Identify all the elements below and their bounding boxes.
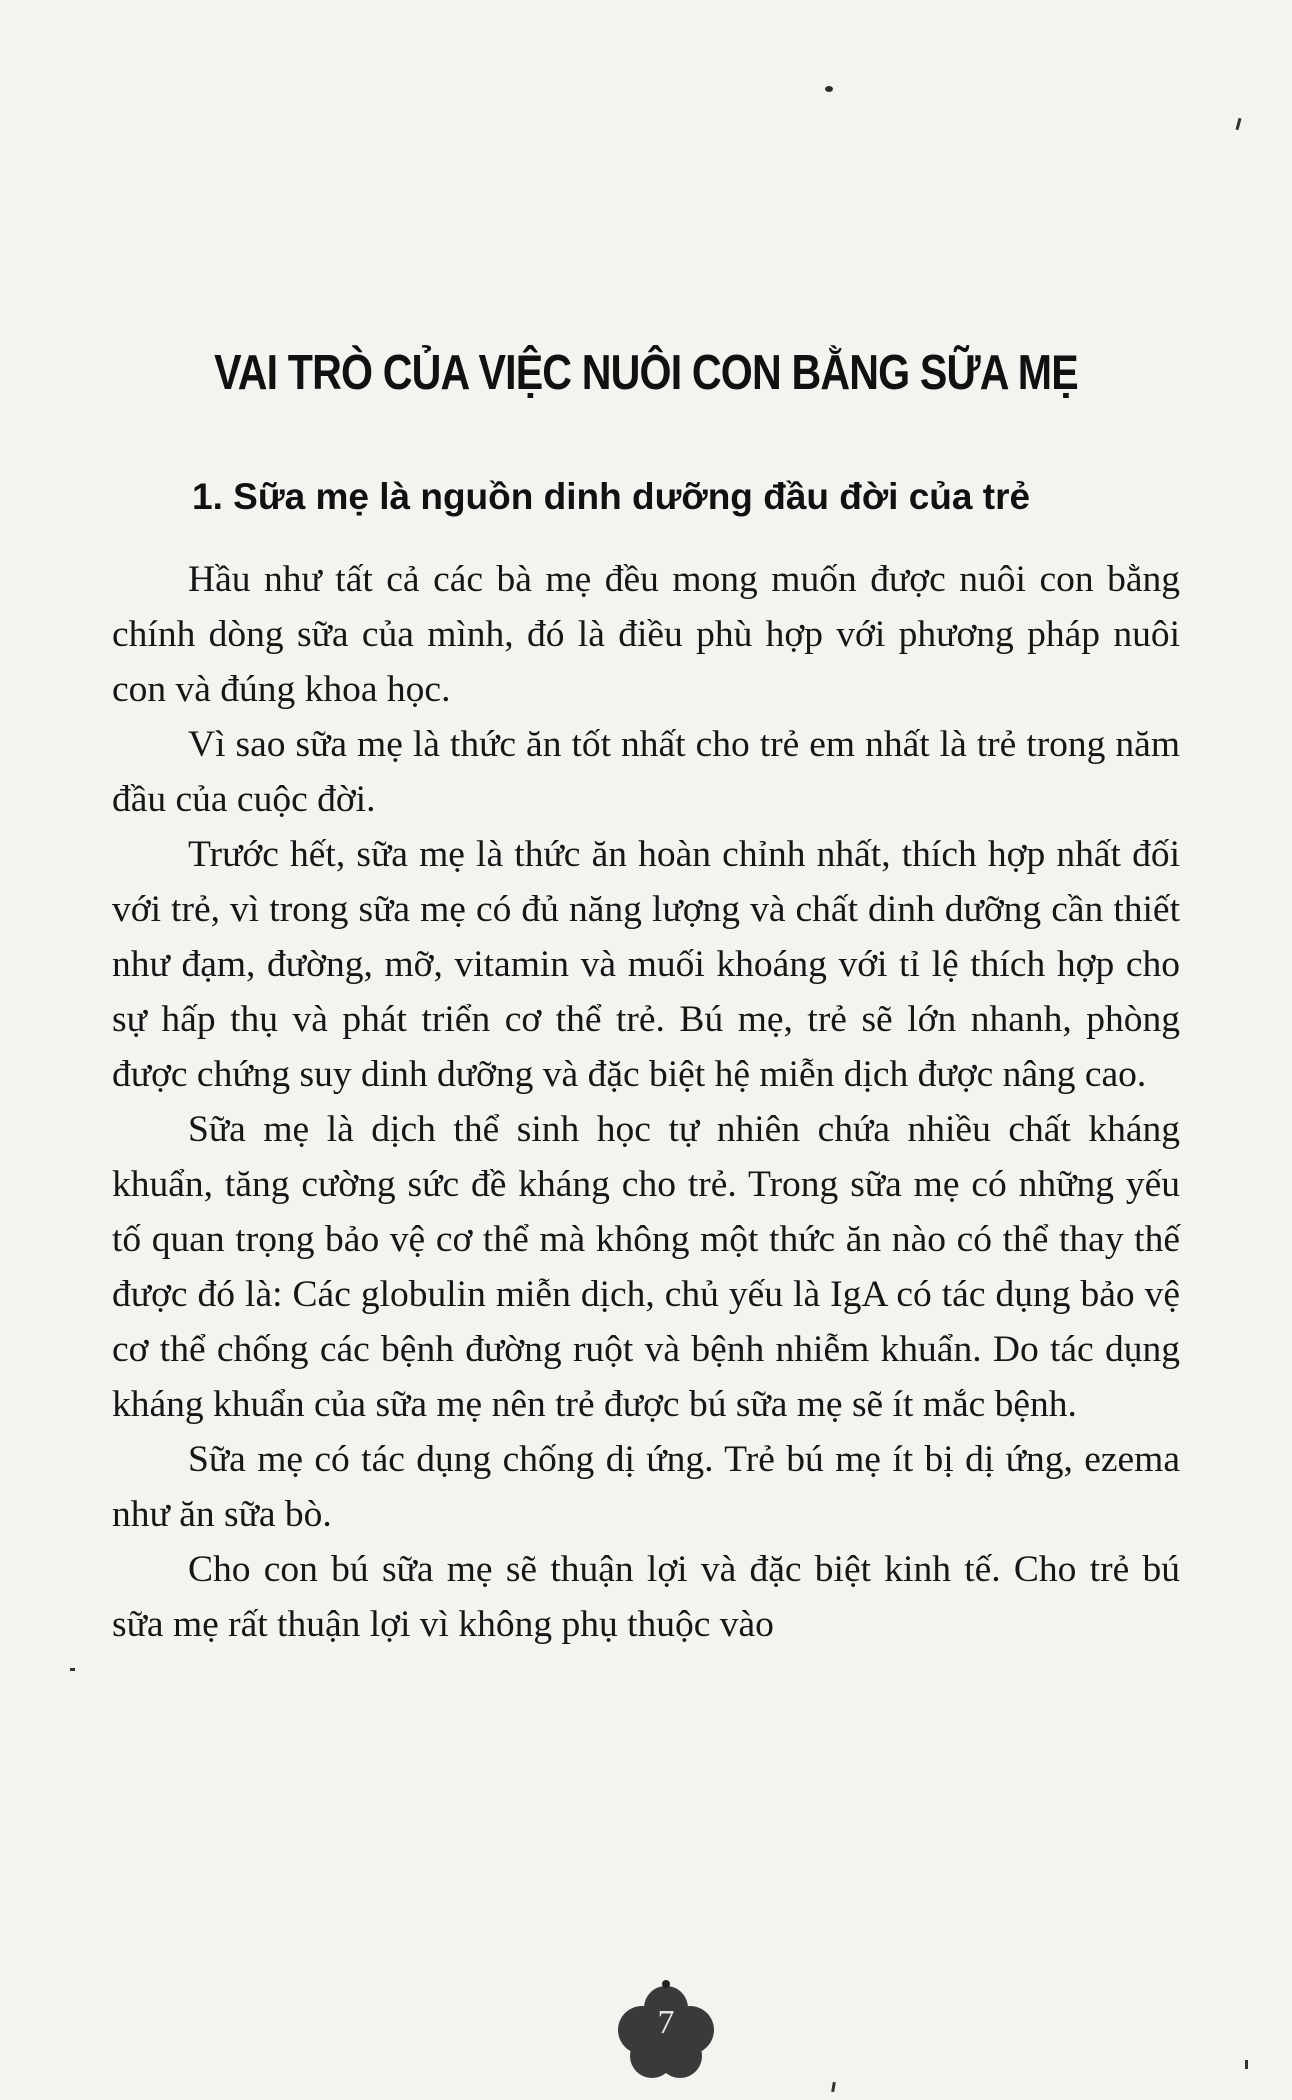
ink-speck [1245,2060,1248,2069]
chapter-title: VAI TRÒ CỦA VIỆC NUÔI CON BẰNG SỮA MẸ [214,346,1078,400]
ink-speck [70,1668,75,1671]
paragraph: Vì sao sữa mẹ là thức ăn tốt nhất cho trẻ em nhất là trẻ trong năm đầu của cuộc đời. [112,724,1180,820]
ink-speck [825,86,833,92]
paragraph: Cho con bú sữa mẹ sẽ thuận lợi và đặc biệt kinh tế. Cho trẻ bú sữa mẹ rất thuận lợi vì không phụ thuộc vào [112,1549,1180,1645]
ink-speck [1235,118,1241,130]
body-text [112,552,1180,1652]
paragraph: Sữa mẹ là dịch thể sinh học tự nhiên chứa nhiều chất kháng khuẩn, tăng cường sức đề kháng cho trẻ. Trong sữa mẹ có những yếu tố quan trọng bảo vệ cơ thể mà không một thức ăn nào có thể thay thế được đó là: Các globulin miễn dịch, chủ yếu là IgA có tác dụng bảo vệ cơ thể chống các bệnh đường ruột và bệnh nhiễm khuẩn. Do tác dụng kháng khuẩn của sữa mẹ nên trẻ được bú sữa mẹ sẽ ít mắc bệnh. [112,1109,1180,1425]
section-heading: 1. Sữa mẹ là nguồn dinh dưỡng đầu đời của trẻ [192,476,1031,517]
ink-speck [831,2082,836,2092]
page-number: 7 [657,2004,675,2041]
paragraph: Trước hết, sữa mẹ là thức ăn hoàn chỉnh nhất, thích hợp nhất đối với trẻ, vì trong sữa mẹ có đủ năng lượng và chất dinh dưỡng cần thiết như đạm, đường, mỡ, vitamin và muối khoáng với tỉ lệ thích hợp cho sự hấp thụ và phát triển cơ thể trẻ. Bú mẹ, trẻ sẽ lớn nhanh, phòng được chứng suy dinh dưỡng và đặc biệt hệ miễn dịch được nâng cao. [112,834,1180,1095]
paragraph: Hầu như tất cả các bà mẹ đều mong muốn được nuôi con bằng chính dòng sữa của mình, đó là điều phù hợp với phương pháp nuôi con và đúng khoa học. [112,559,1180,710]
paragraph: Sữa mẹ có tác dụng chống dị ứng. Trẻ bú mẹ ít bị dị ứng, ezema như ăn sữa bò. [112,1439,1180,1535]
page-number-badge [612,1978,720,2088]
